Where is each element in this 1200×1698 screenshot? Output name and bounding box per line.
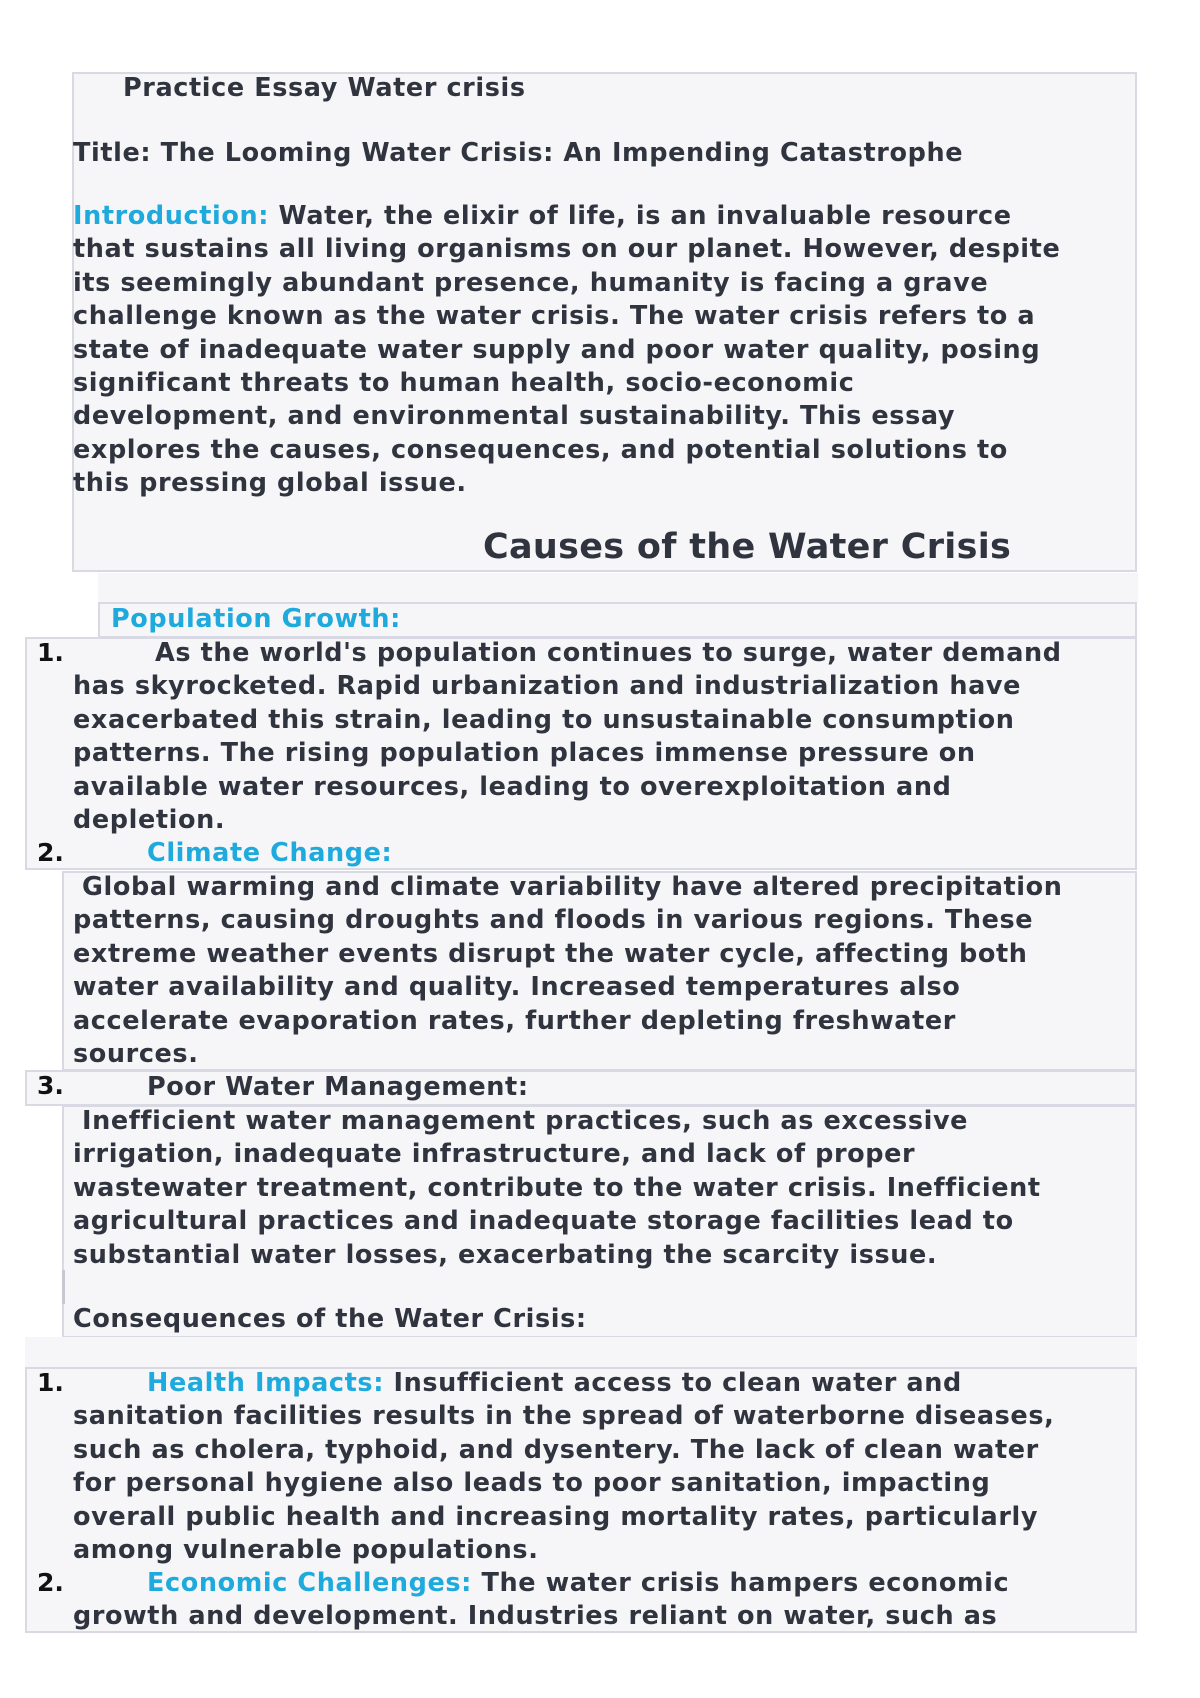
management-line: wastewater treatment, contribute to the water crisis. Inefficient bbox=[73, 1172, 1041, 1203]
management-paragraph bbox=[73, 1105, 1041, 1272]
population-growth-label: Population Growth: bbox=[111, 604, 401, 634]
health-line: overall public health and increasing mortality rates, particularly bbox=[73, 1501, 1039, 1532]
intro-line: its seemingly abundant presence, humanity is facing a grave bbox=[73, 267, 989, 298]
economic-paragraph bbox=[73, 1567, 1009, 1634]
list-number: 1. bbox=[37, 638, 64, 667]
population-line: patterns. The rising population places immense pressure on bbox=[73, 738, 976, 769]
section-spacer bbox=[98, 573, 1138, 603]
causes-heading: Causes of the Water Crisis bbox=[483, 527, 1012, 567]
list-number: 2. bbox=[37, 1568, 64, 1597]
intro-line: significant threats to human health, socio-economic bbox=[73, 368, 855, 399]
climate-line: Global warming and climate variability have altered precipitation bbox=[82, 872, 1063, 902]
climate-line: sources. bbox=[73, 1039, 199, 1070]
population-line: available water resources, leading to overexploitation and bbox=[73, 771, 952, 802]
intro-line: that sustains all living organisms on our planet. However, despite bbox=[73, 234, 1061, 265]
section-spacer bbox=[25, 1337, 1137, 1367]
intro-line: explores the causes, consequences, and potential solutions to bbox=[73, 434, 1008, 465]
list-number: 3. bbox=[37, 1071, 64, 1100]
list-number: 2. bbox=[37, 838, 64, 867]
health-line: such as cholera, typhoid, and dysentery. The lack of clean water bbox=[73, 1434, 1039, 1465]
climate-line: extreme weather events disrupt the water cycle, affecting both bbox=[73, 938, 1028, 969]
intro-line: state of inadequate water supply and poor water quality, posing bbox=[73, 334, 1041, 365]
climate-change-label: Climate Change: bbox=[147, 838, 393, 868]
economic-challenges-label: Economic Challenges: bbox=[147, 1568, 472, 1598]
health-paragraph bbox=[73, 1367, 1054, 1567]
population-paragraph bbox=[73, 637, 1062, 837]
intro-line: development, and environmental sustainability. This essay bbox=[73, 401, 956, 432]
essay-title: Title: The Looming Water Crisis: An Impending Catastrophe bbox=[73, 138, 964, 168]
population-line: has skyrocketed. Rapid urbanization and industrialization have bbox=[73, 671, 1022, 702]
climate-line: water availability and quality. Increased temperatures also bbox=[73, 972, 961, 1003]
climate-line: patterns, causing droughts and floods in various regions. These bbox=[73, 905, 1034, 936]
management-line: Inefficient water management practices, such as excessive bbox=[82, 1106, 969, 1136]
population-line: depletion. bbox=[73, 805, 226, 836]
margin-marker bbox=[62, 1270, 65, 1304]
health-line: Insufficient access to clean water and bbox=[393, 1368, 962, 1398]
intro-line: Water, the elixir of life, is an invaluable resource bbox=[278, 201, 1012, 231]
poor-water-management-label: Poor Water Management: bbox=[147, 1072, 529, 1102]
climate-paragraph bbox=[73, 871, 1063, 1071]
climate-line: accelerate evaporation rates, further depleting freshwater bbox=[73, 1005, 956, 1036]
intro-label: Introduction: bbox=[73, 201, 270, 231]
management-line: substantial water losses, exacerbating the scarcity issue. bbox=[73, 1239, 938, 1270]
management-line: agricultural practices and inadequate storage facilities lead to bbox=[73, 1206, 1014, 1237]
health-line: for personal hygiene also leads to poor sanitation, impacting bbox=[73, 1468, 991, 1499]
population-line: exacerbated this strain, leading to unsustainable consumption bbox=[73, 704, 1015, 735]
health-line: sanitation facilities results in the spread of waterborne diseases, bbox=[73, 1401, 1055, 1432]
list-number: 1. bbox=[37, 1368, 64, 1397]
consequences-heading: Consequences of the Water Crisis: bbox=[73, 1304, 587, 1334]
management-line: irrigation, inadequate infrastructure, and lack of proper bbox=[73, 1139, 916, 1170]
intro-line: this pressing global issue. bbox=[73, 468, 467, 499]
health-line: among vulnerable populations. bbox=[73, 1535, 539, 1566]
population-line: As the world's population continues to surge, water demand bbox=[155, 638, 1062, 668]
intro-line: challenge known as the water crisis. The water crisis refers to a bbox=[73, 301, 1036, 332]
intro-paragraph bbox=[73, 200, 1060, 501]
health-impacts-label: Health Impacts: bbox=[147, 1368, 385, 1398]
practice-essay-line: Practice Essay Water crisis bbox=[123, 73, 526, 103]
economic-line: growth and development. Industries reliant on water, such as bbox=[73, 1601, 998, 1632]
economic-line: The water crisis hampers economic bbox=[481, 1568, 1010, 1598]
